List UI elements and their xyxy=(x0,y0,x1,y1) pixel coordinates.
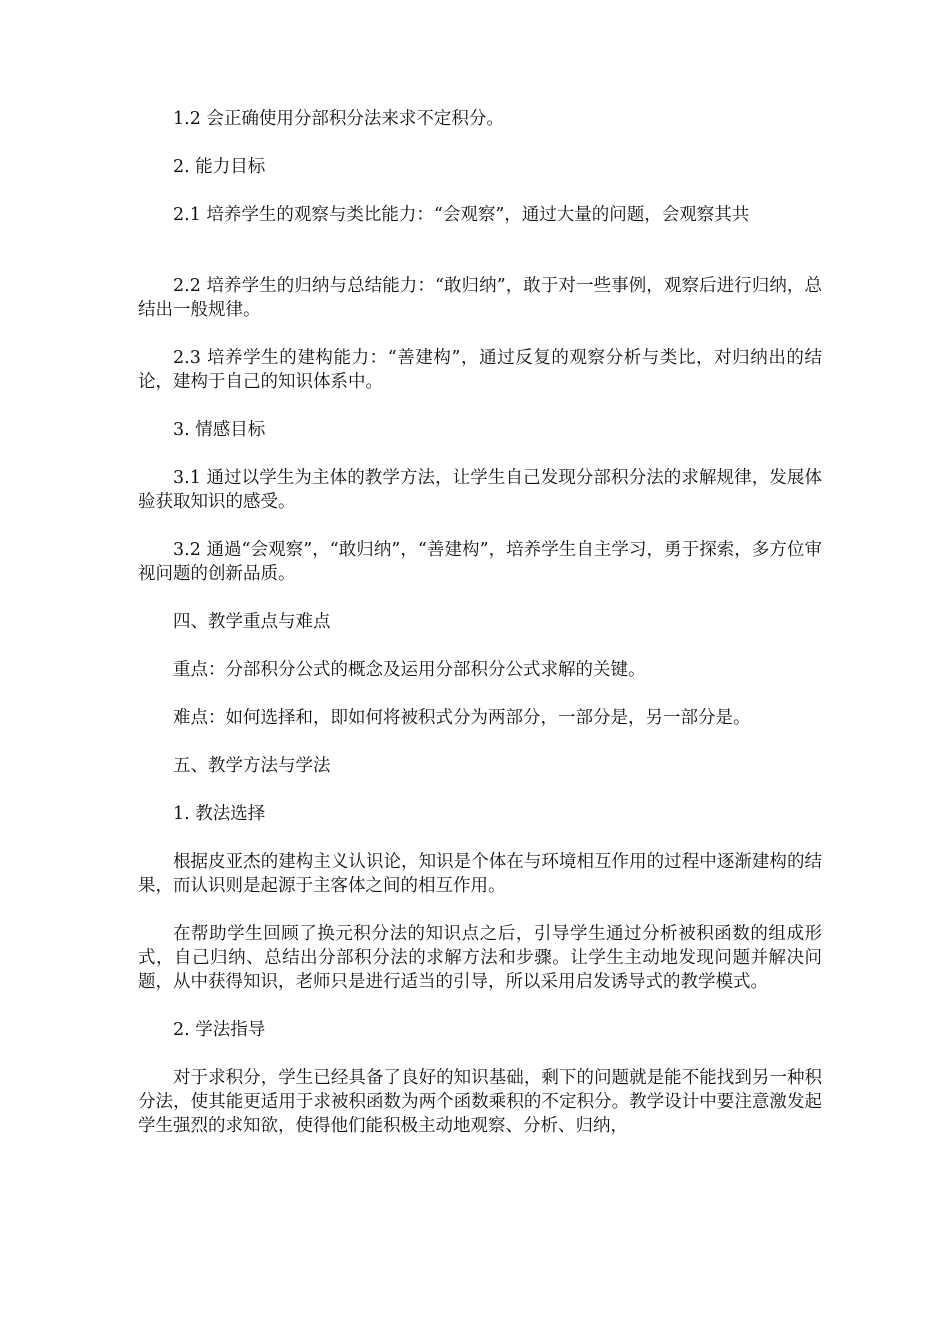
paragraph-3-2: 3.2 通過“会观察”，“敢归纳”，“善建构”，培养学生自主学习，勇于探索，多方位审视问题的创新品质。 xyxy=(138,540,822,584)
heading-learning-guidance: 2. 学法指导 xyxy=(173,1020,266,1040)
paragraph-2-1: 2.1 培养学生的观察与类比能力：“会观察”，通过大量的问题，会观察其共 xyxy=(173,205,750,225)
paragraph-guidance: 在帮助学生回顾了换元积分法的知识点之后，引导学生通过分析被积函数的组成形式，自己归纳、总结出分部积分法的求解方法和步骤。让学生主动地发现问题并解决问题，从中获得知识，老师只是进行适当的引导，所以采用启发诱导式的教学模式。 xyxy=(138,924,822,992)
heading-method-selection: 1. 教法选择 xyxy=(173,804,266,824)
paragraph-integration: 对于求积分，学生已经具备了良好的知识基础，剩下的问题就是能不能找到另一种积分法，使其能更适用于求被积函数为两个函数乘积的不定积分。教学设计中要注意激发起学生强烈的求知欲，使得他们能积极主动地观察、分析、归纳， xyxy=(138,1068,822,1136)
heading-key-points: 四、教学重点与难点 xyxy=(173,612,331,632)
paragraph-difficult-point: 难点：如何选择和，即如何将被积式分为两部分，一部分是，另一部分是。 xyxy=(173,708,751,728)
heading-teaching-methods: 五、教学方法与学法 xyxy=(173,756,331,776)
heading-emotion-goals: 3. 情感目标 xyxy=(173,420,266,440)
paragraph-key-point: 重点：分部积分公式的概念及运用分部积分公式求解的关键。 xyxy=(173,660,646,680)
document-page xyxy=(138,107,822,1138)
paragraph-piaget: 根据皮亚杰的建构主义认识论，知识是个体在与环境相互作用的过程中逐渐建构的结果，而认识则是起源于主客体之间的相互作用。 xyxy=(138,852,822,896)
heading-ability-goals: 2. 能力目标 xyxy=(173,157,266,177)
paragraph-3-1: 3.1 通过以学生为主体的教学方法，让学生自己发现分部积分法的求解规律，发展体验获取知识的感受。 xyxy=(138,468,822,512)
paragraph-2-2: 2.2 培养学生的归纳与总结能力：“敢归纳”，敢于对一些事例，观察后进行归纳，总结出一般规律。 xyxy=(138,276,822,320)
paragraph-1-2: 1.2 会正确使用分部积分法来求不定积分。 xyxy=(173,109,504,129)
paragraph-2-3: 2.3 培养学生的建构能力：“善建构”，通过反复的观察分析与类比，对归纳出的结论，建构于自己的知识体系中。 xyxy=(138,348,822,392)
